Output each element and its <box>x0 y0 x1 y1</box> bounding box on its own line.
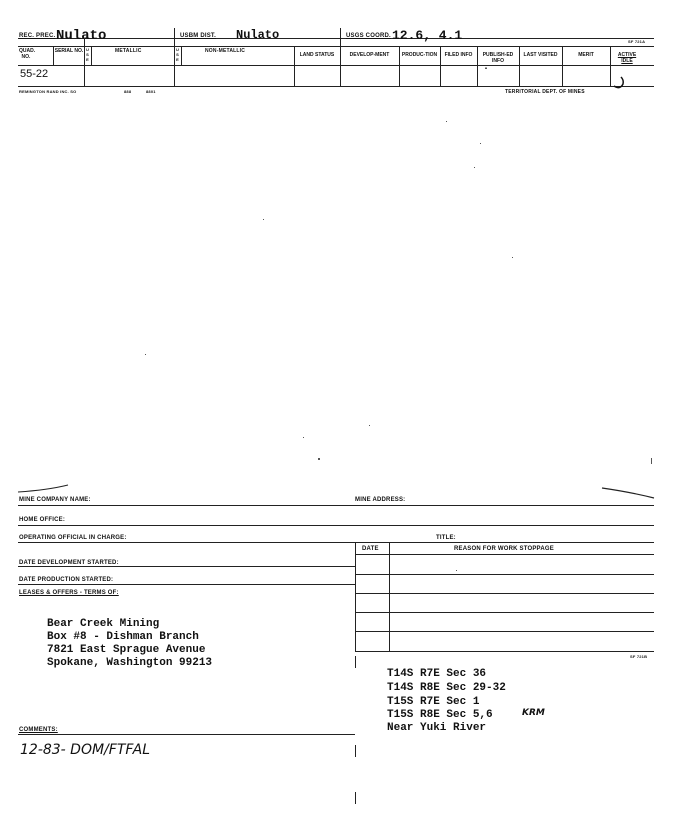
stoppage-header-rule <box>355 554 654 555</box>
col-tick <box>355 745 356 757</box>
mine-company-label: MINE COMPANY NAME: <box>19 497 91 503</box>
form-code-bottom: SF 721B <box>630 654 648 659</box>
legal-line-5: Near Yuki River <box>387 722 487 734</box>
col-filed-info: FILED INFO <box>444 52 473 58</box>
legal-line-2: T14S R8E Sec 29-32 <box>387 682 506 694</box>
stoppage-rule <box>355 574 654 575</box>
date-development-label: DATE DEVELOPMENT STARTED: <box>19 560 119 566</box>
col-divider <box>91 46 92 65</box>
col-serial-no: SERIAL NO. <box>54 48 84 54</box>
col-published-info: PUBLISH-ED INFO <box>482 52 514 64</box>
stoppage-rule <box>355 631 654 632</box>
bottom-rule <box>18 86 654 87</box>
active-checkmark-icon <box>612 76 628 90</box>
rule-company <box>18 505 654 506</box>
published-mark: · <box>483 64 490 75</box>
initials-stamp: KRM <box>522 708 545 718</box>
rule-home-office <box>18 525 654 526</box>
col-divider <box>610 46 611 86</box>
title-label: TITLE: <box>436 535 456 541</box>
address-line-1: Bear Creek Mining <box>47 618 160 630</box>
address-line-3: 7821 East Sprague Avenue <box>47 644 206 656</box>
mine-address-label: MINE ADDRESS: <box>355 497 406 503</box>
col-divider <box>84 38 85 86</box>
form-code-top: SF 721A <box>628 39 646 44</box>
col-use-metallic: USE <box>86 47 89 62</box>
address-line-4: Spokane, Washington 99213 <box>47 657 213 669</box>
legal-line-1: T14S R7E Sec 36 <box>387 668 487 680</box>
col-use-nonmetallic: USE <box>176 47 179 62</box>
col-production: PRODUC-TION <box>401 52 438 58</box>
stoppage-bottom-rule <box>355 651 654 652</box>
rule-date-prod <box>18 584 355 585</box>
col-quad-no: QUAD. NO. <box>19 48 36 60</box>
col-tick <box>355 792 356 804</box>
col-metallic: METALLIC <box>115 48 142 54</box>
col-development: DEVELOP-MENT <box>349 52 390 58</box>
home-office-label: HOME OFFICE: <box>19 517 66 523</box>
usbm-dist-label: USBM DIST. <box>180 33 217 39</box>
card-edge-curl-left <box>18 484 70 494</box>
col-active-idle: ACTIVE IDLE <box>617 52 637 64</box>
rec-prec-label: REC. PREC. <box>19 33 56 39</box>
rec-prec-value: Nulato <box>56 28 107 44</box>
stoppage-rule <box>355 593 654 594</box>
date-production-label: DATE PRODUCTION STARTED: <box>19 577 114 583</box>
col-non-metallic: NON-METALLIC <box>205 48 246 54</box>
quad-serial-value: 55-22 <box>20 68 49 80</box>
address-line-2: Box #8 - Dishman Branch <box>47 631 199 643</box>
legal-line-3: T15S R7E Sec 1 <box>387 696 480 708</box>
comments-handwritten: 12-83- DOM/FTFAL <box>20 742 150 758</box>
top-rule <box>18 38 654 39</box>
col-merit: MERIT <box>578 52 594 58</box>
stoppage-rule <box>355 612 654 613</box>
stoppage-date-divider <box>389 542 390 652</box>
stoppage-left-border <box>355 542 356 652</box>
col-land-status: LAND STATUS <box>299 52 335 58</box>
usgs-coord-value: 12.6, 4.1 <box>392 28 463 43</box>
department-name: TERRITORIAL DEPT. OF MINES <box>505 89 585 95</box>
rule-official <box>18 542 654 543</box>
printer-code-2: 8801 <box>146 89 156 94</box>
header-row-rule <box>18 46 654 47</box>
col-last-visited: LAST VISITED <box>523 52 558 58</box>
operating-official-label: OPERATING OFFICIAL IN CHARGE: <box>19 535 127 541</box>
printer-code-1: 888 <box>124 89 132 94</box>
columns-row-rule <box>18 65 654 66</box>
reason-label: REASON FOR WORK STOPPAGE <box>454 546 554 552</box>
usgs-coord-label: USGS COORD. <box>346 33 391 39</box>
col-divider <box>181 46 182 65</box>
col-divider <box>340 28 341 86</box>
col-tick <box>355 656 356 668</box>
date-label: DATE <box>362 546 379 552</box>
printer-credit: REMINGTON RAND INC. SO <box>19 89 77 94</box>
usbm-dist-value: Nulato <box>236 28 280 42</box>
legal-line-4: T15S R8E Sec 5,6 <box>387 709 493 721</box>
comments-label: COMMENTS: <box>19 727 58 733</box>
card-edge-curl-right <box>600 486 656 500</box>
leases-label: LEASES & OFFERS - TERMS OF: <box>19 590 119 596</box>
rule-comments <box>18 734 355 735</box>
col-divider <box>294 46 295 86</box>
